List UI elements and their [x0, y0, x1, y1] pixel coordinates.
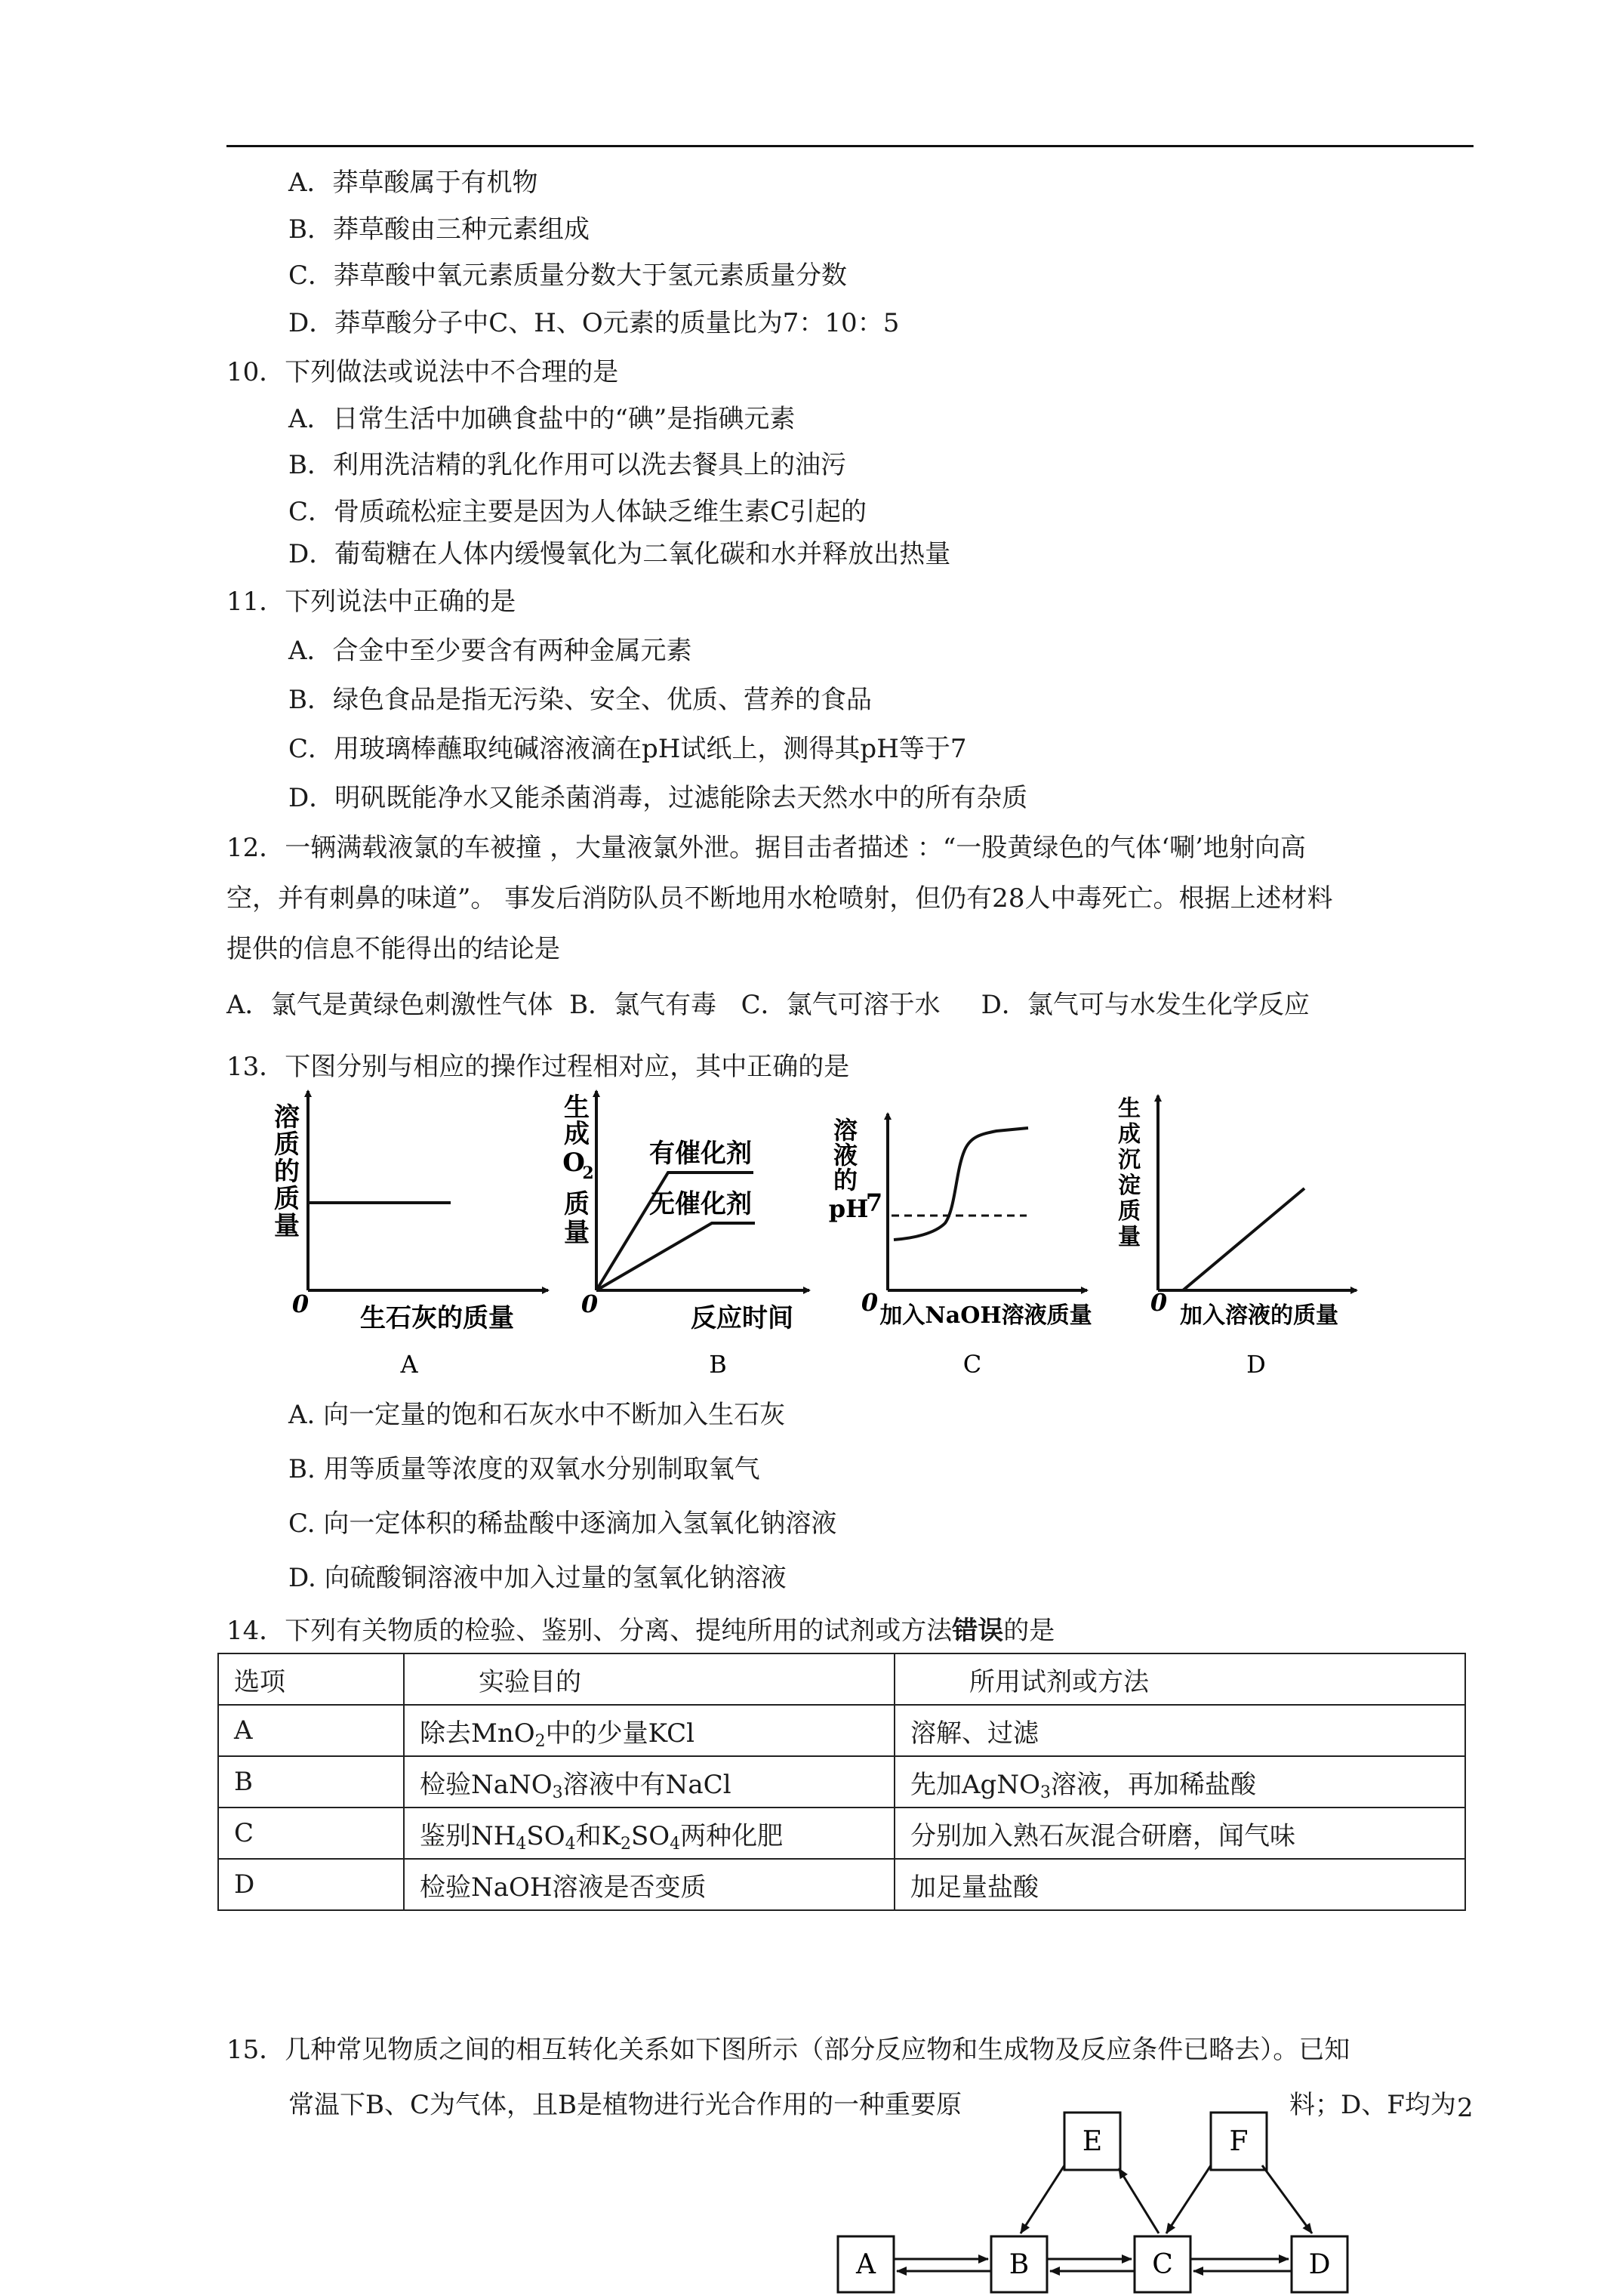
arrow-e-to-b	[1021, 2165, 1064, 2233]
row-d-method: 加足量盐酸	[895, 1859, 1465, 1910]
header-purpose: 实验目的	[404, 1653, 895, 1705]
row-c-method: 分别加入熟石灰混合研磨，闻气味	[895, 1808, 1465, 1859]
graph-b-ylabel-sub: 2	[582, 1163, 594, 1183]
row-a-purpose: 除去MnO$_2$中的少量KCl	[404, 1705, 895, 1756]
graph-a-caption: A	[400, 1350, 418, 1379]
graph-c-ylabel-3: 的	[833, 1166, 858, 1194]
q14-stem-main: 14．下列有关物质的检验、鉴别、分离、提纯所用的试剂或方法	[226, 1616, 953, 1646]
graph-c-xlabel: 加入NaOH溶液质量	[879, 1302, 1092, 1329]
q15-line-2-right: 料；D、F均为	[1289, 2090, 1456, 2120]
row-c-purpose: 鉴别$NH_4SO_4$和$K_2SO_4$两种化肥	[404, 1808, 895, 1859]
box-d-label: D	[1308, 2249, 1331, 2280]
q10-option-c: C．骨质疏松症主要是因为人体缺乏维生素C引起的	[288, 497, 867, 527]
q13-stem: 13．下图分别与相应的操作过程相对应，其中正确的是	[226, 1052, 850, 1082]
graph-d-ylabel-6: 量	[1118, 1224, 1141, 1250]
q12-line-2: 空，并有刺鼻的味道”。 事发后消防队员不断地用水枪喷射，但仍有28人中毒死亡。根据上述材料	[226, 883, 1333, 914]
graph-a-ylabel-2: 质	[274, 1130, 300, 1160]
q13-option-b: B. 用等质量等浓度的双氧水分别制取氧气	[288, 1454, 760, 1484]
graph-d-ylabel-5: 质	[1118, 1198, 1141, 1225]
row-b-option: B	[218, 1756, 404, 1808]
q12-options: A．氯气是黄绿色刺激性气体 B．氯气有毒 C．氯气可溶于水 D．氯气可与水发生化学反应	[226, 990, 1310, 1020]
header-option: 选项	[218, 1653, 404, 1705]
graph-c-caption: C	[962, 1350, 982, 1379]
graph-d-ylabel-2: 成	[1118, 1121, 1141, 1148]
q11-option-a: A．合金中至少要含有两种金属元素	[288, 636, 692, 666]
q10-option-d: D．葡萄糖在人体内缓慢氧化为二氧化碳和水并释放出热量	[288, 539, 951, 569]
graph-b-ylabel-1: 生	[564, 1093, 590, 1123]
graph-d-ylabel-3: 沉	[1118, 1147, 1141, 1173]
row-a-method: 溶解、过滤	[895, 1705, 1465, 1756]
graph-d-xlabel: 加入溶液的质量	[1180, 1302, 1338, 1329]
row-c-option: C	[218, 1808, 404, 1859]
box-c-label: C	[1152, 2249, 1173, 2280]
row-b-purpose: 检验NaNO$_3$溶液中有NaCl	[404, 1756, 895, 1808]
graph-c-origin: 0	[861, 1288, 879, 1317]
q10-option-a: A．日常生活中加碘食盐中的“碘”是指碘元素	[288, 404, 796, 434]
q13-option-a: A. 向一定量的饱和石灰水中不断加入生石灰	[288, 1400, 786, 1430]
arrow-f-to-d	[1262, 2165, 1312, 2233]
graph-b-label-no-catalyst: 无催化剂	[649, 1189, 752, 1219]
graph-d-caption: D	[1246, 1350, 1266, 1379]
arrow-c-to-e	[1119, 2168, 1159, 2233]
graph-c-ylabel-ph: pH	[828, 1194, 869, 1223]
graph-a-ylabel-3: 的	[274, 1157, 300, 1187]
q15-line-2-left: 常温下B、C为气体，且B是植物进行光合作用的一种重要原	[288, 2090, 962, 2120]
graph-c-ylabel-1: 溶	[833, 1116, 858, 1145]
page-number: 2	[1457, 2093, 1474, 2123]
graph-b-ylabel-4: 量	[564, 1218, 590, 1248]
q11-option-b: B．绿色食品是指无污染、安全、优质、营养的食品	[288, 685, 872, 715]
graph-a-ylabel-4: 质	[274, 1184, 300, 1214]
graph-b-ylabel-2: 成	[564, 1119, 590, 1149]
q14-stem-emphasis: 错误	[952, 1616, 1004, 1646]
box-e-label: E	[1082, 2126, 1103, 2157]
q10-stem: 10．下列做法或说法中不合理的是	[226, 357, 619, 387]
q14-stem-end: 的是	[1003, 1616, 1055, 1646]
arrow-f-to-c	[1166, 2165, 1211, 2233]
q9-option-c: C．莽草酸中氧元素质量分数大于氢元素质量分数	[288, 260, 848, 291]
q11-stem: 11．下列说法中正确的是	[226, 587, 516, 617]
box-f-label: F	[1229, 2126, 1249, 2157]
box-b-label: B	[1009, 2249, 1030, 2280]
graph-d-ylabel-4: 淀	[1118, 1173, 1141, 1199]
graph-b-origin: 0	[581, 1290, 599, 1318]
box-a-label: A	[856, 2249, 876, 2280]
q11-option-d: D．明矾既能净水又能杀菌消毒，过滤能除去天然水中的所有杂质	[288, 783, 1028, 813]
q12-line-1: 12．一辆满载液氯的车被撞 ，大量液氯外泄。据目击者描述 ：“一股黄绿色的气体‘唰’地射向高	[226, 833, 1306, 863]
q9-option-d: D．莽草酸分子中C、H、O元素的质量比为7：10：5	[288, 308, 900, 338]
graph-a-ylabel-1: 溶	[274, 1102, 300, 1133]
q10-option-b: B．利用洗洁精的乳化作用可以洗去餐具上的油污	[288, 450, 846, 480]
graph-a-ylabel-5: 量	[274, 1211, 300, 1241]
q15-line-1: 15．几种常见物质之间的相互转化关系如下图所示（部分反应物和生成物及反应条件已略去）。已知	[226, 2035, 1350, 2065]
row-d-purpose: 检验NaOH溶液是否变质	[404, 1859, 895, 1910]
q9-option-a: A．莽草酸属于有机物	[288, 168, 538, 198]
graph-d-origin: 0	[1150, 1288, 1168, 1317]
graph-b-caption: B	[709, 1350, 727, 1379]
graph-c-ref-7: 7	[865, 1188, 883, 1217]
row-b-method: 先加AgNO$_3$溶液，再加稀盐酸	[895, 1756, 1465, 1808]
graph-b-ylabel-3: 质	[564, 1189, 590, 1219]
graph-a-xlabel: 生石灰的质量	[360, 1303, 514, 1333]
row-a-option: A	[218, 1705, 404, 1756]
graph-c-ylabel-2: 液	[833, 1141, 858, 1170]
graph-b-label-catalyst: 有催化剂	[649, 1139, 752, 1169]
graph-a-origin: 0	[291, 1290, 310, 1318]
q11-option-c: C．用玻璃棒蘸取纯碱溶液滴在pH试纸上，测得其pH等于7	[288, 734, 967, 764]
graph-d-ylabel-1: 生	[1118, 1096, 1141, 1122]
q12-line-3: 提供的信息不能得出的结论是	[226, 934, 560, 964]
q13-option-c: C. 向一定体积的稀盐酸中逐滴加入氢氧化钠溶液	[288, 1509, 837, 1539]
q13-option-d: D. 向硫酸铜溶液中加入过量的氢氧化钠溶液	[288, 1563, 787, 1593]
q9-option-b: B．莽草酸由三种元素组成	[288, 214, 590, 245]
graph-b-xlabel: 反应时间	[691, 1303, 793, 1333]
row-d-option: D	[218, 1859, 404, 1910]
header-method: 所用试剂或方法	[895, 1653, 1465, 1705]
graph-b-ylabel-o2: O	[562, 1148, 585, 1178]
